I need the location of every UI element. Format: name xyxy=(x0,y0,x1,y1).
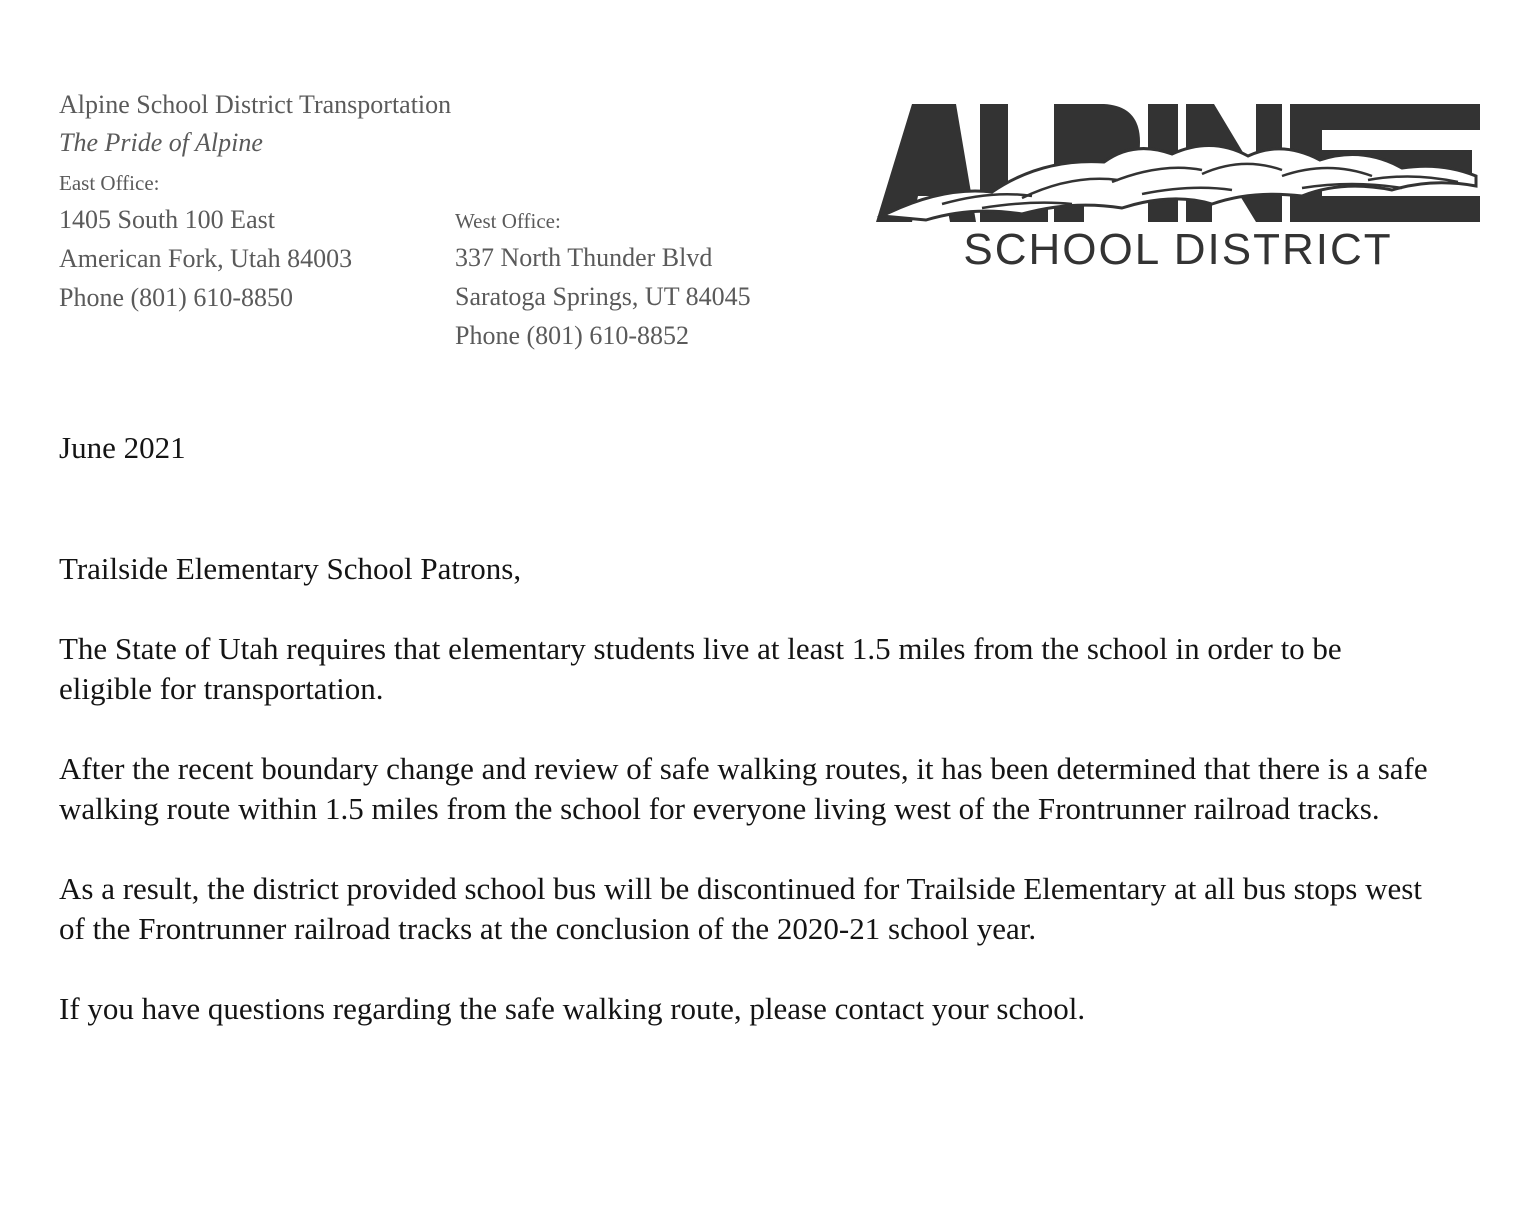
east-office-address2: American Fork, Utah 84003 xyxy=(59,244,353,273)
motto: The Pride of Alpine xyxy=(59,128,263,157)
letter-body xyxy=(59,428,1439,1029)
paragraph-eligibility: The State of Utah requires that elementary students live at least 1.5 miles from the school in order to be eligible for transportation. xyxy=(59,631,1342,706)
letter-date: June 2021 xyxy=(59,430,186,465)
west-office-address1: 337 North Thunder Blvd xyxy=(455,243,713,272)
org-name: Alpine School District Transportation xyxy=(59,90,452,119)
salutation: Trailside Elementary School Patrons, xyxy=(59,551,522,586)
paragraph-contact: If you have questions regarding the safe walking route, please contact your school. xyxy=(59,991,1086,1026)
logo-subtitle: SCHOOL DISTRICT xyxy=(963,225,1393,270)
letterhead xyxy=(59,86,839,350)
west-office-block xyxy=(455,204,751,355)
east-office-phone: Phone (801) 610-8850 xyxy=(59,283,293,312)
east-office-address1: 1405 South 100 East xyxy=(59,205,275,234)
west-office-label: West Office: xyxy=(455,209,561,233)
paragraph-walking-route: After the recent boundary change and review of safe walking routes, it has been determined that there is a safe walking route within 1.5 miles from the school for everyone living west of the Frontrunner railroad tracks. xyxy=(59,751,1428,826)
west-office-address2: Saratoga Springs, UT 84045 xyxy=(455,282,751,311)
east-office-label: East Office: xyxy=(59,171,160,195)
west-office-phone: Phone (801) 610-8852 xyxy=(455,321,689,350)
alpine-school-district-logo xyxy=(872,100,1484,270)
east-office-block xyxy=(59,166,352,317)
paragraph-bus-discontinued: As a result, the district provided school bus will be discontinued for Trailside Elementary at all bus stops west of the Frontrunner railroad tracks at the conclusion of the 2020-21 school year. xyxy=(59,871,1422,946)
